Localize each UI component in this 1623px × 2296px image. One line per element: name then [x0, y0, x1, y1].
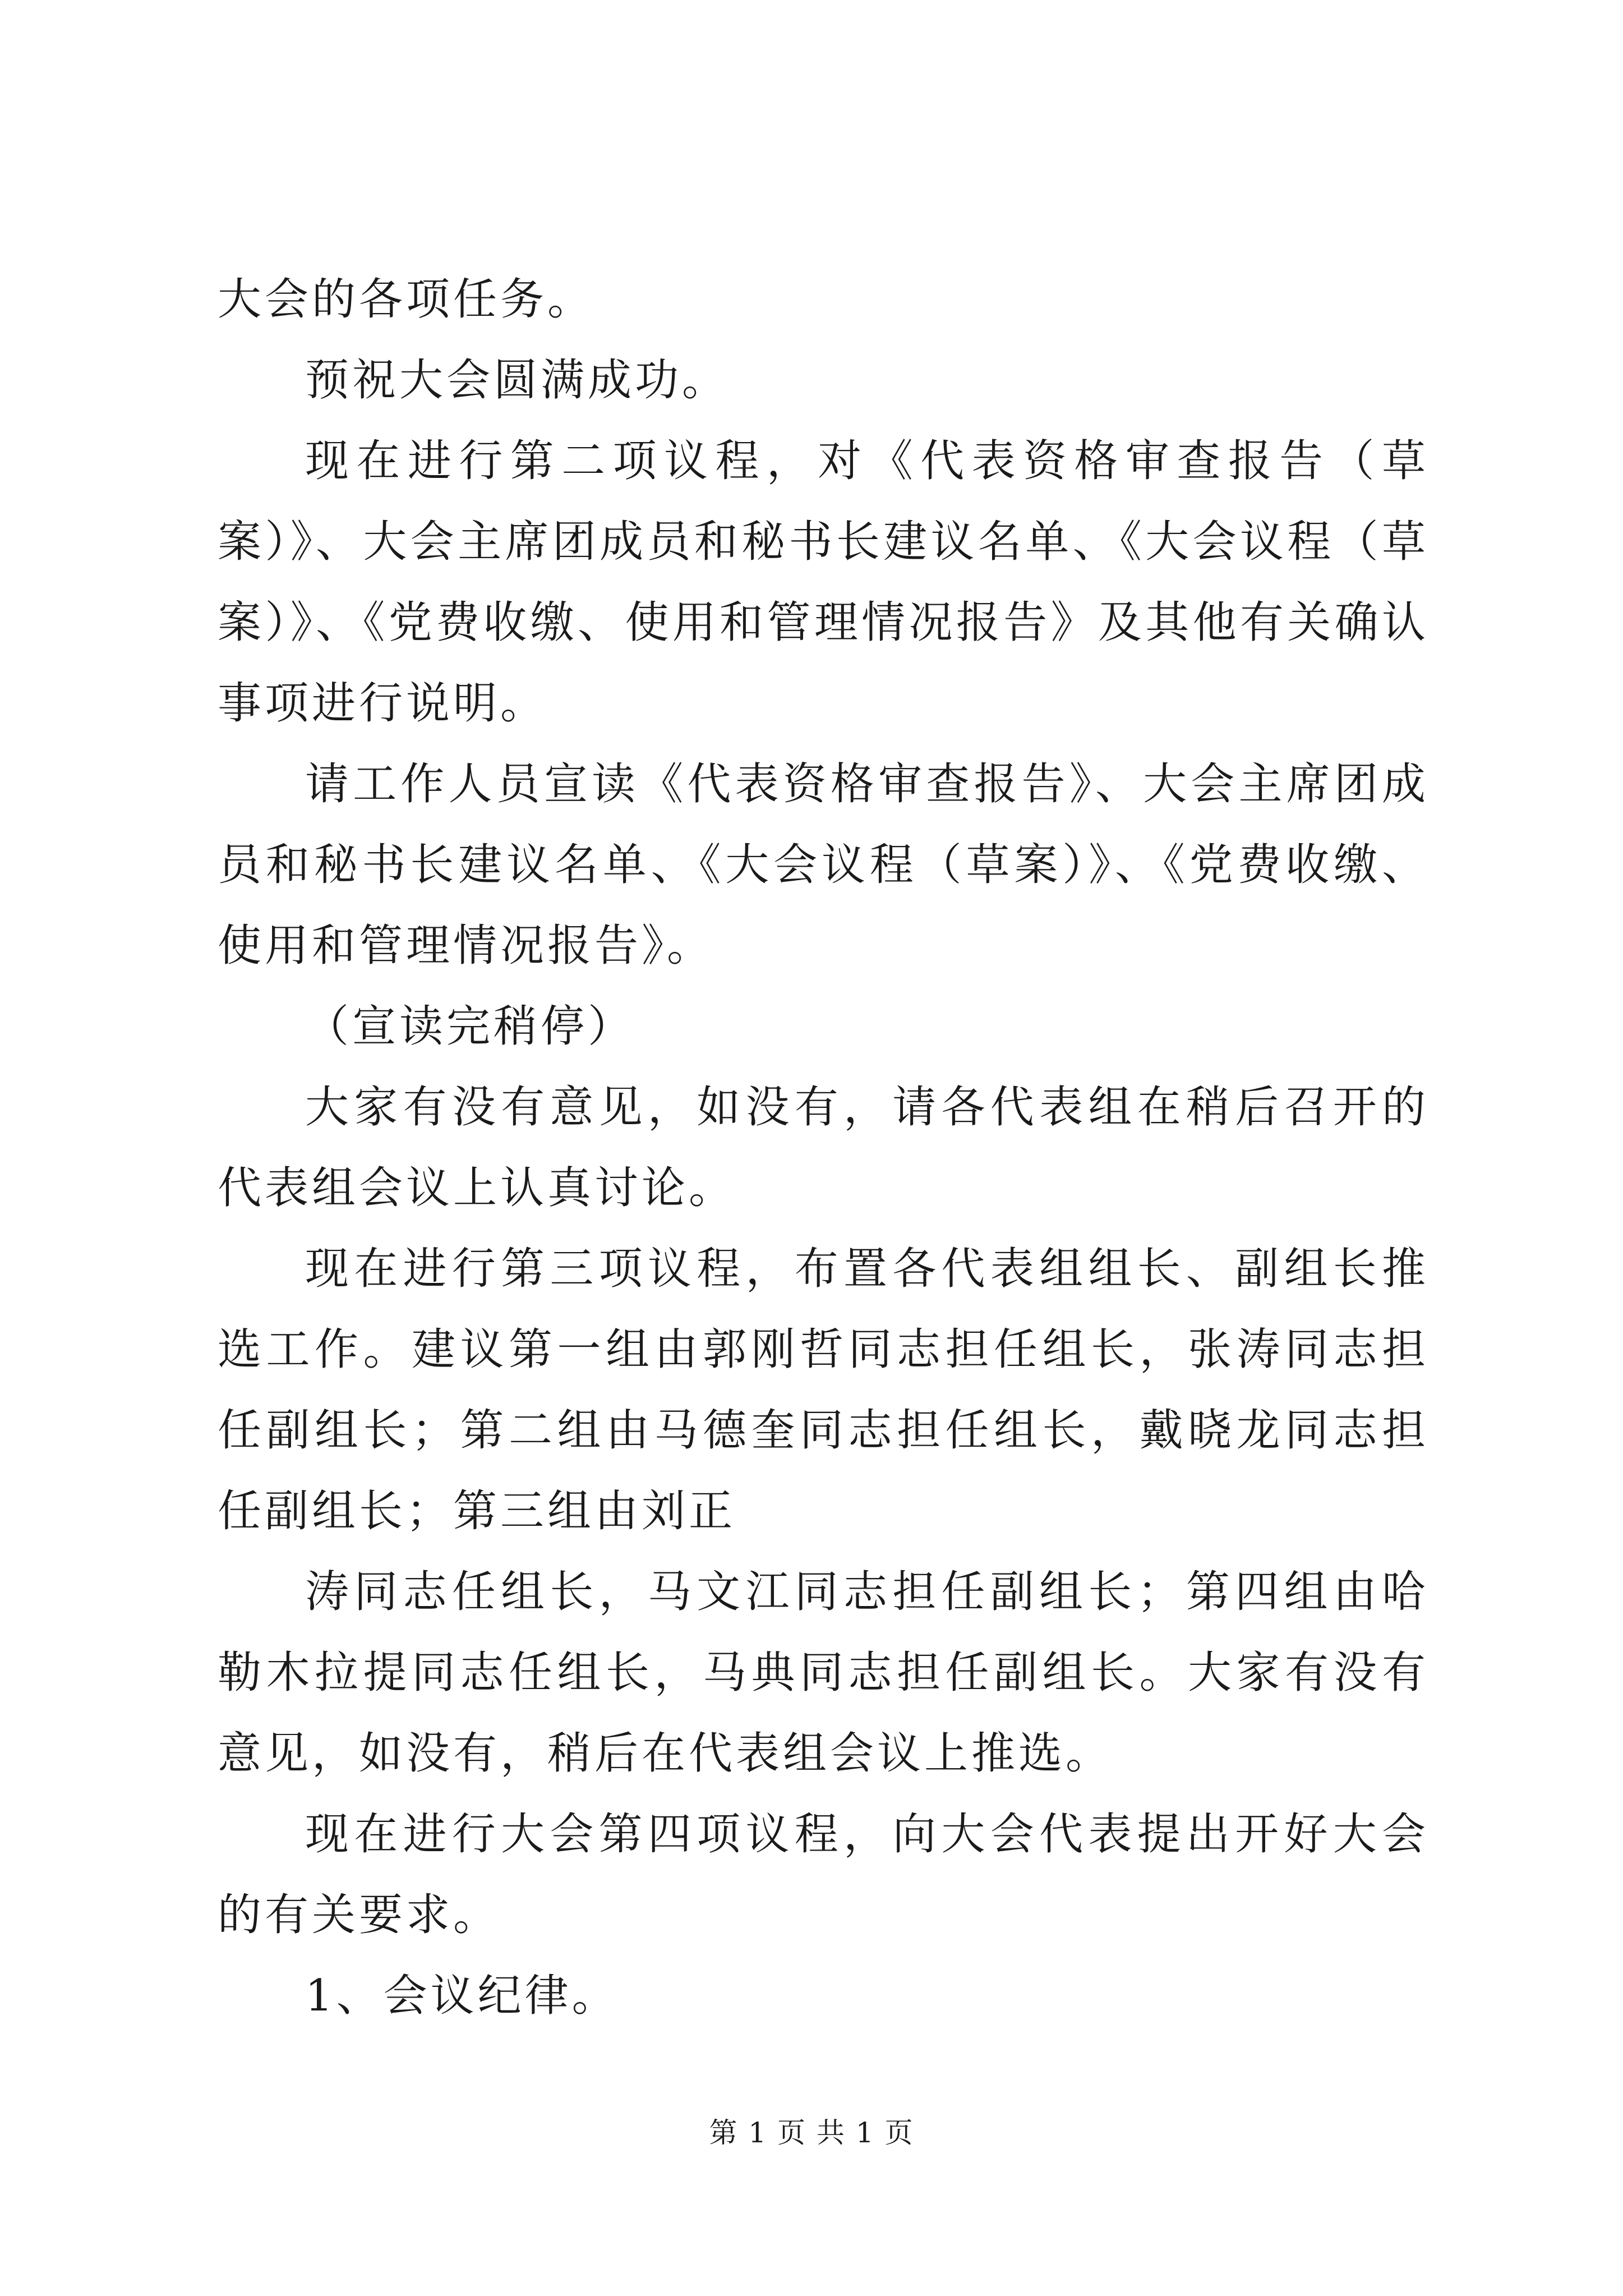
paragraph-8: 涛同志任组长，马文江同志担任副组长；第四组由哈勒木拉提同志任组长，马典同志担任副组长。大家有没有意见，如没有，稍后在代表组会议上推选。: [218, 1567, 1429, 1779]
paragraph-4: 请工作人员宣读《代表资格审查报告》、大会主席团成员和秘书长建议名单、《大会议程（草案）》、《党费收缴、使用和管理情况报告》。: [218, 759, 1429, 971]
paragraph-7: 现在进行第三项议程，布置各代表组组长、副组长推选工作。建议第一组由郭刚哲同志担任组长，张涛同志担任副组长；第二组由马德奎同志担任组长，戴晓龙同志担任副组长；第三组由刘正: [218, 1244, 1429, 1536]
paragraph-1: 大会的各项任务。: [218, 274, 595, 325]
paragraph-2: 预祝大会圆满成功。: [305, 355, 730, 406]
paragraph-5: （宣读完稍停）: [305, 1001, 635, 1052]
paragraph-9: 现在进行大会第四项议程，向大会代表提出开好大会的有关要求。: [218, 1809, 1429, 1940]
document-body: [218, 259, 1429, 2036]
paragraph-3: 现在进行第二项议程，对《代表资格审查报告（草案）》、大会主席团成员和秘书长建议名单、《大会议程（草案）》、《党费收缴、使用和管理情况报告》及其他有关确认事项进行说明。: [218, 436, 1429, 729]
paragraph-6: 大家有没有意见，如没有，请各代表组在稍后召开的代表组会议上认真讨论。: [218, 1082, 1429, 1213]
page-number-label: 第 1 页 共 1 页: [709, 2116, 914, 2149]
paragraph-10: 1、会议纪律。: [305, 1971, 619, 2021]
page-footer: [0, 2116, 1623, 2150]
